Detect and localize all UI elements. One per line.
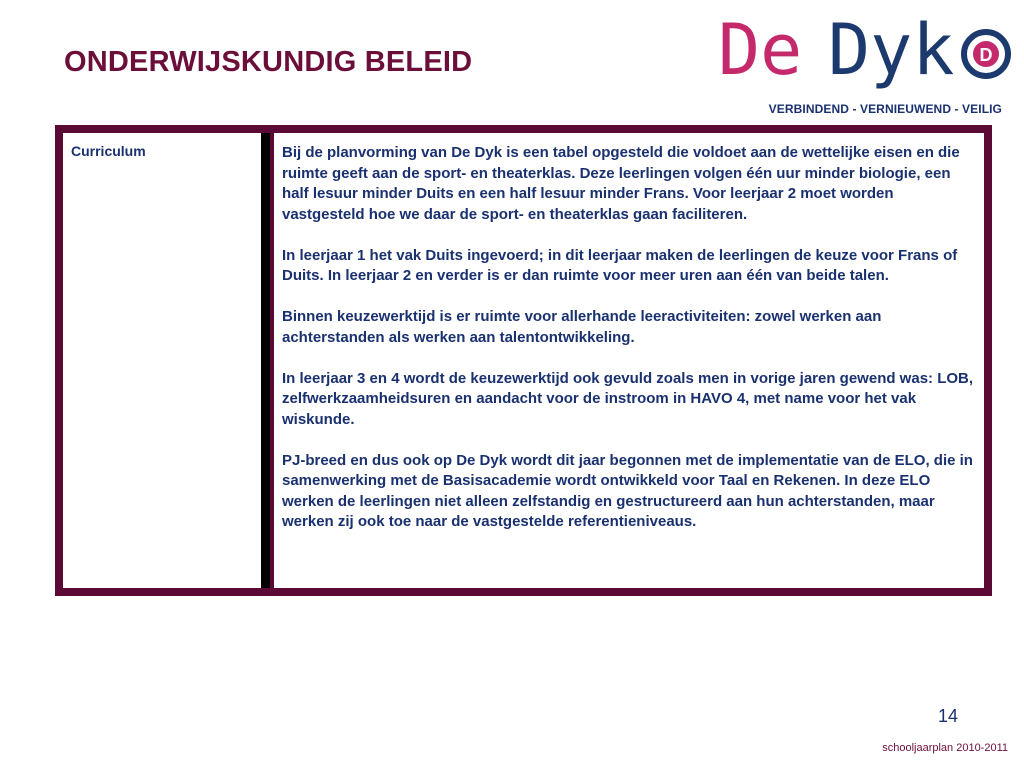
paragraph: Bij de planvorming van De Dyk is een tabel opgesteld die voldoet aan de wettelijke eisen en die ruimte geeft aan de sport- en theaterklas. Deze leerlingen volgen één uur minder biologie, een half lesuur minder Duits en een half lesuur minder Frans. Voor leerjaar 2 moet worden vastgesteld hoe we daar de sport- en theaterklas gaan faciliteren. [282, 144, 960, 223]
content-table [55, 125, 992, 596]
logo-mark-icon [964, 32, 1008, 76]
tagline: VERBINDEND - VERNIEUWEND - VEILIG [768, 102, 1002, 116]
row-label-curriculum: Curriculum [63, 133, 270, 588]
page-number: 14 [938, 706, 959, 726]
logo-text-de: De [718, 9, 803, 91]
de-dyk-logo [716, 8, 1016, 98]
paragraph: PJ-breed en dus ook op De Dyk wordt dit jaar begonnen met de implementatie van de ELO, die in samenwerking met de Basisacademie wordt ontwikkeld voor Taal en Rekenen. In deze ELO werken de leerlingen niet alleen zelfstandig en gestructureerd aan hun achterstanden, maar werken zij ook toe naar de vastgestelde referentieniveaus. [282, 451, 973, 530]
paragraph: In leerjaar 1 het vak Duits ingevoerd; in dit leerjaar maken de leerlingen de keuze voor Frans of Duits. In leerjaar 2 en verder is er dan ruimte voor meer uren aan één van beide talen. [282, 246, 958, 284]
paragraph: In leerjaar 3 en 4 wordt de keuzewerktijd ook gevuld zoals men in vorige jaren gewend was: LOB, zelfwerkzaamheidsuren en aandacht voor de instroom in HAVO 4, met name voor het vak wiskunde. [282, 369, 974, 428]
logo-mark-letter: D [979, 45, 993, 65]
slide-title: ONDERWIJSKUNDIG BELEID [64, 46, 473, 78]
row-body [270, 133, 984, 588]
table-row [63, 133, 984, 588]
logo-text-dyk: Dyk [828, 9, 955, 91]
footer-document-name: schooljaarplan 2010-2011 [882, 742, 1008, 754]
paragraph: Binnen keuzewerktijd is er ruimte voor allerhande leeractiviteiten: zowel werken aan achterstanden als werken aan talentontwikkeling. [282, 308, 882, 346]
